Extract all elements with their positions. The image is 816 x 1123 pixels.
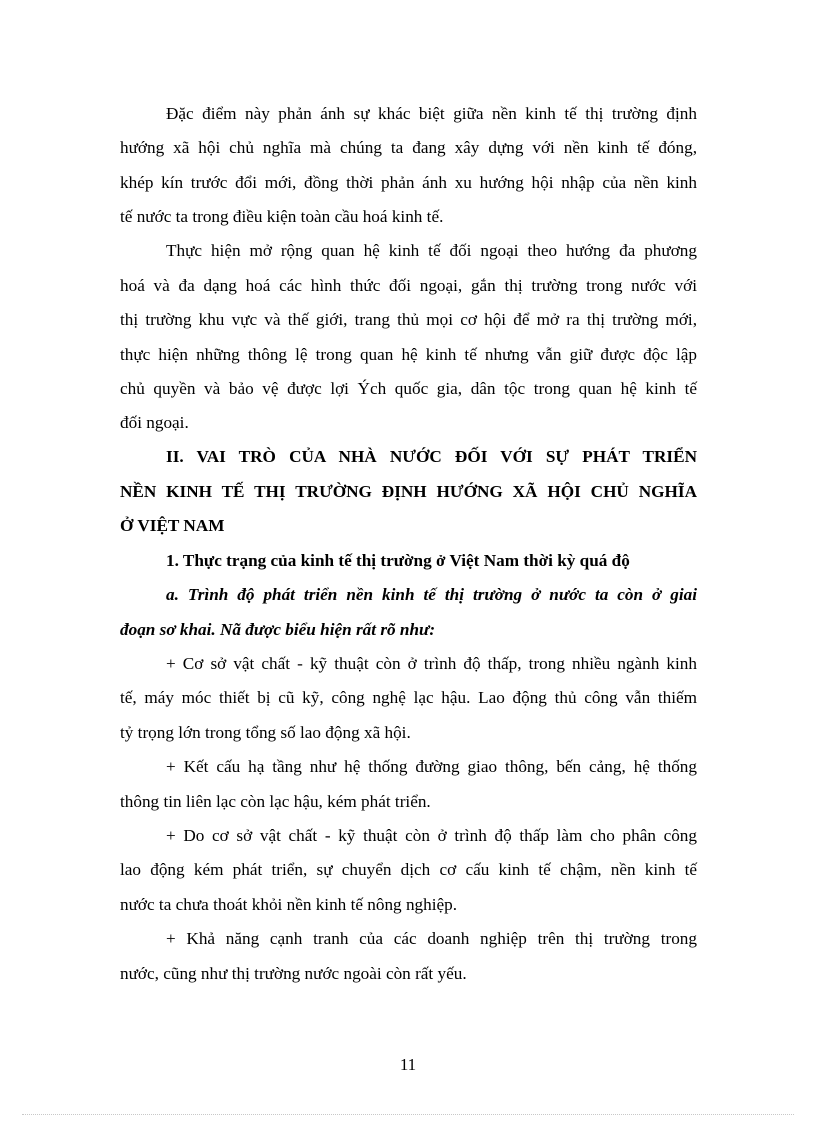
subsection-heading: 1. Thực trạng của kinh tế thị trường ở Việt Nam thời kỳ quá độ <box>166 551 630 570</box>
section-heading-line: II. VAI TRÒ CỦA NHÀ NƯỚC ĐỐI VỚI SỰ PHÁT TRIỂN <box>166 447 697 466</box>
page-number: 11 <box>399 1055 417 1074</box>
section-heading-line: NỀN KINH TẾ THỊ TRƯỜNG ĐỊNH HƯỚNG XÃ HỘI CHỦ NGHĨA <box>120 482 697 501</box>
section-heading-line: Ở VIỆT NAM <box>120 516 225 535</box>
text-line: + Kết cấu hạ tầng như hệ thống đường giao thông, bến cảng, hệ thống <box>166 757 697 776</box>
text-line: + Cơ sở vật chất - kỹ thuật còn ở trình độ thấp, trong nhiều ngành kinh <box>166 654 697 673</box>
italic-heading-line: a. Trình độ phát triển nền kinh tế thị trường ở nước ta còn ở giai <box>166 585 697 604</box>
text-line: nước, cũng như thị trường nước ngoài còn rất yếu. <box>120 964 467 983</box>
text-line: tỷ trọng lớn trong tổng số lao động xã hội. <box>120 723 411 742</box>
text-line: thực hiện những thông lệ trong quan hệ kinh tế nhưng vẫn giữ được độc lập <box>120 345 697 364</box>
text-line: hướng xã hội chủ nghĩa mà chúng ta đang xây dựng với nền kinh tế đóng, <box>120 138 697 157</box>
text-line: đối ngoại. <box>120 413 189 432</box>
text-line: tế nước ta trong điều kiện toàn cầu hoá kinh tế. <box>120 207 444 226</box>
text-line: Thực hiện mở rộng quan hệ kinh tế đối ngoại theo hướng đa phương <box>166 241 697 260</box>
text-line: thị trường khu vực và thế giới, trang thủ mọi cơ hội để mở ra thị trường mới, <box>120 310 697 329</box>
text-line: nước ta chưa thoát khỏi nền kinh tế nông nghiệp. <box>120 895 458 914</box>
italic-heading-line: đoạn sơ khai. Nã được biểu hiện rất rõ như: <box>120 620 436 639</box>
text-line: + Khả năng cạnh tranh của các doanh nghiệp trên thị trường trong <box>166 929 697 948</box>
text-line: chủ quyền và bảo vệ được lợi Ých quốc gia, dân tộc trong quan hệ kinh tế <box>120 379 697 398</box>
text-line: tế, máy móc thiết bị cũ kỹ, công nghệ lạc hậu. Lao động thủ công vẫn thiếm <box>120 688 697 707</box>
text-line: hoá và đa dạng hoá các hình thức đối ngoại, gắn thị trường trong nước với <box>120 276 697 295</box>
text-line: lao động kém phát triển, sự chuyển dịch cơ cấu kinh tế chậm, nền kinh tế <box>120 860 697 879</box>
text-line: Đặc điểm này phản ánh sự khác biệt giữa nền kinh tế thị trường định <box>166 104 697 123</box>
page-border-divider <box>22 1114 794 1115</box>
text-line: + Do cơ sở vật chất - kỹ thuật còn ở trình độ thấp làm cho phân công <box>166 826 697 845</box>
text-line: thông tin liên lạc còn lạc hậu, kém phát triển. <box>120 792 431 811</box>
text-line: khép kín trước đổi mới, đồng thời phản ánh xu hướng hội nhập của nền kinh <box>120 173 697 192</box>
